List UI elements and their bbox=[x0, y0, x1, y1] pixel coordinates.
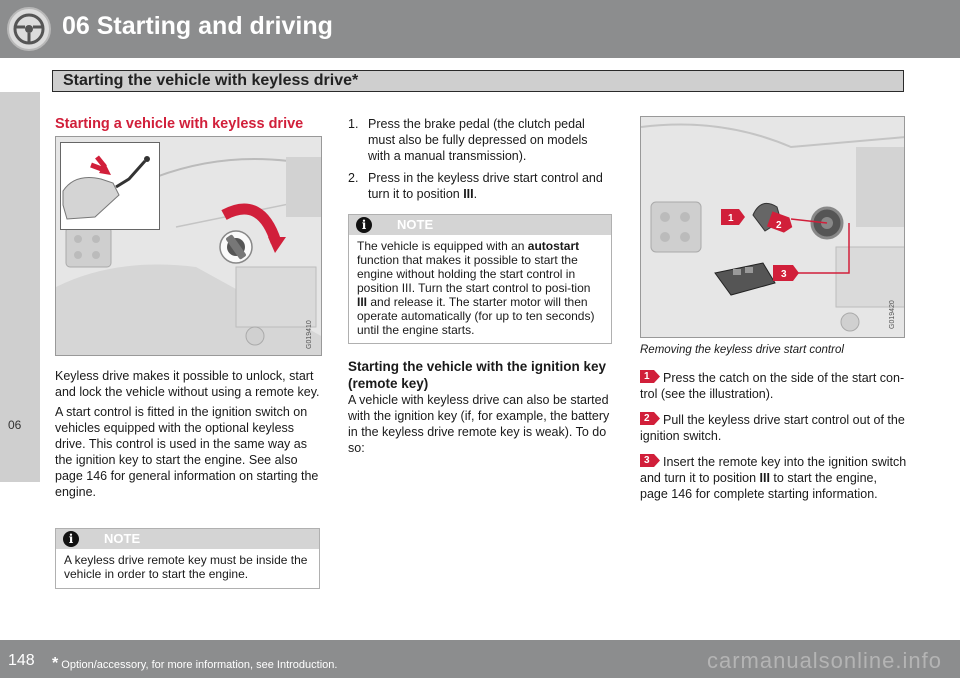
right-item-1: 1 Press the catch on the side of the start con-trol (see the illustration). bbox=[640, 371, 905, 401]
chapter-side-tab bbox=[0, 92, 40, 482]
ignition-drawing bbox=[641, 117, 905, 338]
info-icon: i bbox=[356, 217, 372, 233]
note-box-middle bbox=[348, 214, 612, 344]
left-heading: Starting a vehicle with keyless drive bbox=[55, 116, 304, 132]
svg-text:2: 2 bbox=[776, 220, 782, 231]
info-icon: i bbox=[63, 531, 79, 547]
step-badge-2: 2 bbox=[640, 412, 660, 425]
footnote: * Option/accessory, for more information, see Introduction. bbox=[52, 655, 338, 672]
autostart-note-text: The vehicle is equipped with an autostart function that makes it possible to start the engine without holding the start control in position III. Turn the start control to posi-tion III and release it. The starter motor will then operate automatically (for up to ten seconds) until the engine starts. bbox=[357, 239, 595, 337]
svg-text:3: 3 bbox=[781, 269, 787, 280]
step-badge-3: 3 bbox=[640, 454, 660, 467]
remove-start-control-illustration bbox=[640, 116, 905, 338]
brake-pedal-icon bbox=[61, 143, 159, 229]
keyless-start-illustration bbox=[55, 136, 322, 356]
left-paragraph-2: A start control is fitted in the ignition switch on vehicles equipped with the optional keyless drive. This control is used in the same way as the ignition key to start the engine. See also page 146 for general information on starting the engine. bbox=[55, 405, 319, 499]
right-item-3: 3 Insert the remote key into the ignition switch and turn it to position III to start the engine, page 146 for complete starting information. bbox=[640, 455, 907, 501]
watermark: carmanualsonline.info bbox=[706, 648, 942, 673]
step-2: 2. Press in the keyless drive start control and turn it to position III. bbox=[348, 171, 603, 201]
left-paragraph-1: Keyless drive makes it possible to unlock, start and lock the vehicle without using a remote key. bbox=[55, 369, 320, 399]
steering-wheel-icon bbox=[7, 7, 51, 51]
step-badge-1: 1 bbox=[640, 370, 660, 383]
step-1: 1. Press the brake pedal (the clutch pedal must also be fully depressed on models with a manual transmission). bbox=[348, 117, 588, 163]
note-text: A keyless drive remote key must be inside the vehicle in order to start the engine. bbox=[64, 553, 308, 581]
note-title: NOTE bbox=[397, 217, 434, 232]
ignition-key-heading: Starting the vehicle with the ignition key (remote key) bbox=[348, 359, 607, 391]
chapter-header bbox=[0, 0, 960, 58]
page-footer bbox=[0, 640, 960, 678]
brake-pedal-inset bbox=[60, 142, 160, 230]
page-number: 148 bbox=[8, 652, 35, 669]
svg-text:1: 1 bbox=[728, 213, 734, 224]
figure-code: G019420 bbox=[889, 300, 896, 329]
chapter-title: 06 Starting and driving bbox=[62, 12, 333, 40]
note-title: NOTE bbox=[104, 531, 141, 546]
section-title-bar bbox=[52, 70, 904, 92]
figure-code: G019410 bbox=[306, 320, 313, 349]
figure-caption: Removing the keyless drive start control bbox=[640, 344, 844, 356]
chapter-tab-label: 06 bbox=[8, 418, 22, 432]
ignition-key-paragraph: A vehicle with keyless drive can also be started with the ignition key (if, for example, the battery in the keyless drive remote key is weak). To do so: bbox=[348, 393, 610, 455]
right-item-2: 2 Pull the keyless drive start control out of the ignition switch. bbox=[640, 413, 905, 443]
note-box-left bbox=[55, 528, 320, 589]
section-title: Starting the vehicle with keyless drive* bbox=[63, 72, 359, 89]
